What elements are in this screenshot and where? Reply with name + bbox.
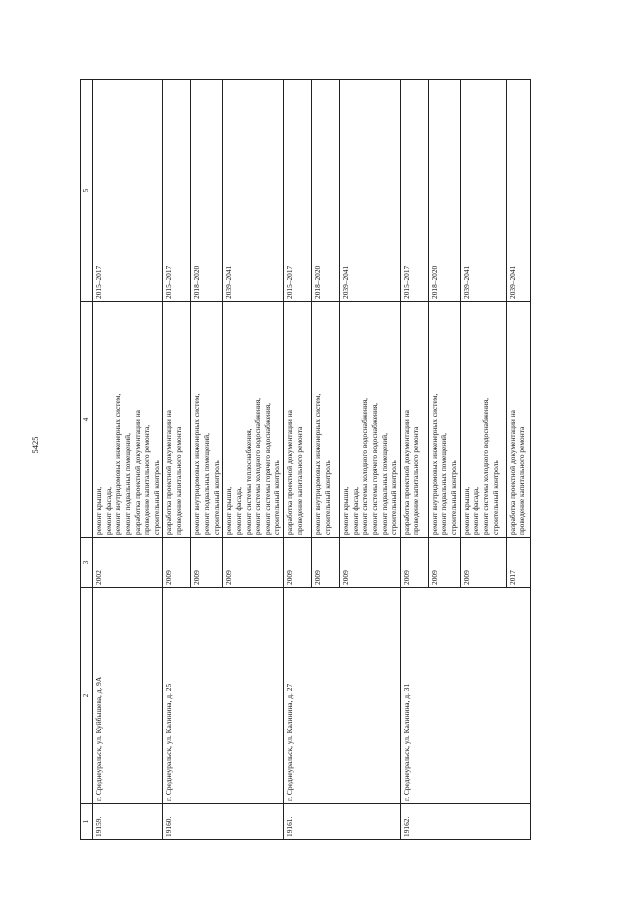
works-cell xyxy=(400,302,428,538)
work-item: проведение капитального ремонта xyxy=(294,426,304,535)
work-item: разработка проектной документации на xyxy=(285,410,295,535)
address-cell: г. Среднеуральск, ул. Калинина, д. 31 xyxy=(400,588,530,804)
work-item: строительный контроль xyxy=(449,460,459,535)
address-cell: г. Среднеуральск, ул. Куйбышева, д. 9А xyxy=(93,588,163,804)
period-cell: 2015–2017 xyxy=(163,80,191,302)
row-number: 19159. xyxy=(93,804,163,840)
row-number: 19160. xyxy=(163,804,284,840)
work-item: строительный контроль xyxy=(389,460,399,535)
work-item: ремонт крыши, xyxy=(341,486,351,535)
period-cell: 2018–2020 xyxy=(428,80,460,302)
work-item: ремонт крыши, xyxy=(94,486,104,535)
work-item: ремонт фасада, xyxy=(103,487,113,535)
work-item: проведение капитального ремонта xyxy=(411,426,421,535)
works-cell xyxy=(340,302,401,538)
works-cell xyxy=(284,302,312,538)
work-item: ремонт подвальных помещений, xyxy=(202,433,212,535)
period-cell: 2039–2041 xyxy=(460,80,506,302)
year-cell: 2017 xyxy=(506,538,530,588)
period-cell: 2018–2020 xyxy=(191,80,223,302)
work-item: ремонт фасада, xyxy=(471,487,481,535)
works-cell xyxy=(460,302,506,538)
work-item: ремонт системы холодного водоснабжения, xyxy=(360,398,370,535)
table-row xyxy=(93,80,163,840)
works-cell xyxy=(506,302,530,538)
work-item: ремонт фасада, xyxy=(233,487,243,535)
work-item: ремонт крыши, xyxy=(461,486,471,535)
year-cell: 2009 xyxy=(312,538,340,588)
year-cell: 2009 xyxy=(191,538,223,588)
work-item: ремонт фасада, xyxy=(350,487,360,535)
period-cell: 2015–2017 xyxy=(284,80,312,302)
work-item: строительный контроль xyxy=(151,460,161,535)
work-item: разработка проектной документации на xyxy=(164,410,174,535)
table-body xyxy=(93,80,531,840)
period-cell: 2015–2017 xyxy=(93,80,163,302)
year-cell: 2009 xyxy=(340,538,401,588)
period-cell: 2039–2041 xyxy=(223,80,284,302)
column-header: 4 xyxy=(81,302,93,538)
table-row xyxy=(400,80,428,840)
column-header: 1 xyxy=(81,804,93,840)
work-item: ремонт системы теплоснабжения, xyxy=(243,428,253,535)
repair-schedule-table xyxy=(80,79,531,840)
work-item: ремонт внутридомовых инженерных систем, xyxy=(313,393,323,535)
page-number: 5425 xyxy=(30,436,40,454)
works-cell xyxy=(223,302,284,538)
year-cell: 2009 xyxy=(223,538,284,588)
year-cell: 2009 xyxy=(284,538,312,588)
column-header: 3 xyxy=(81,538,93,588)
work-item: ремонт системы горячего водоснабжения, xyxy=(369,402,379,535)
works-cell xyxy=(93,302,163,538)
row-number: 19161. xyxy=(284,804,401,840)
work-item: ремонт подвальных помещений, xyxy=(122,433,132,535)
header-row xyxy=(81,80,93,840)
work-item: строительный контроль xyxy=(272,460,282,535)
address-cell: г. Среднеуральск, ул. Калинина, д. 25 xyxy=(163,588,284,804)
year-cell: 2009 xyxy=(460,538,506,588)
works-cell xyxy=(312,302,340,538)
year-cell: 2009 xyxy=(163,538,191,588)
rotated-table-container xyxy=(80,80,580,840)
column-header: 5 xyxy=(81,80,93,302)
work-item: проведение капитального ремонта xyxy=(174,426,184,535)
work-item: ремонт внутридомовых инженерных систем, xyxy=(113,393,123,535)
work-item: строительный контроль xyxy=(490,460,500,535)
year-cell: 2002 xyxy=(93,538,163,588)
work-item: ремонт подвальных помещений, xyxy=(439,433,449,535)
table-row xyxy=(284,80,312,840)
work-item: ремонт системы горячего водоснабжения, xyxy=(262,402,272,535)
period-cell: 2015–2017 xyxy=(400,80,428,302)
work-item: разработка проектной документации на xyxy=(132,410,142,535)
work-item: ремонт подвальных помещений, xyxy=(379,433,389,535)
year-cell: 2009 xyxy=(428,538,460,588)
period-cell: 2039–2041 xyxy=(340,80,401,302)
work-item: разработка проектной документации на xyxy=(507,410,517,535)
period-cell: 2018–2020 xyxy=(312,80,340,302)
period-cell: 2039–2041 xyxy=(506,80,530,302)
work-item: разработка проектной документации на xyxy=(401,410,411,535)
works-cell xyxy=(163,302,191,538)
address-cell: г. Среднеуральск, ул. Калинина, д. 27 xyxy=(284,588,401,804)
work-item: строительный контроль xyxy=(322,460,332,535)
work-item: строительный контроль xyxy=(211,460,221,535)
table-row xyxy=(163,80,191,840)
work-item: ремонт системы холодного водоснабжения, xyxy=(253,398,263,535)
work-item: ремонт внутридомовых инженерных систем, xyxy=(192,393,202,535)
row-number: 19162. xyxy=(400,804,530,840)
work-item: ремонт системы холодного водоснабжения, xyxy=(480,398,490,535)
column-header: 2 xyxy=(81,588,93,804)
work-item: ремонт крыши, xyxy=(224,486,234,535)
work-item: ремонт внутридомовых инженерных систем, xyxy=(429,393,439,535)
year-cell: 2009 xyxy=(400,538,428,588)
work-item: проведение капитального ремонта, xyxy=(142,424,152,535)
works-cell xyxy=(428,302,460,538)
work-item: проведение капитального ремонта xyxy=(517,426,527,535)
works-cell xyxy=(191,302,223,538)
